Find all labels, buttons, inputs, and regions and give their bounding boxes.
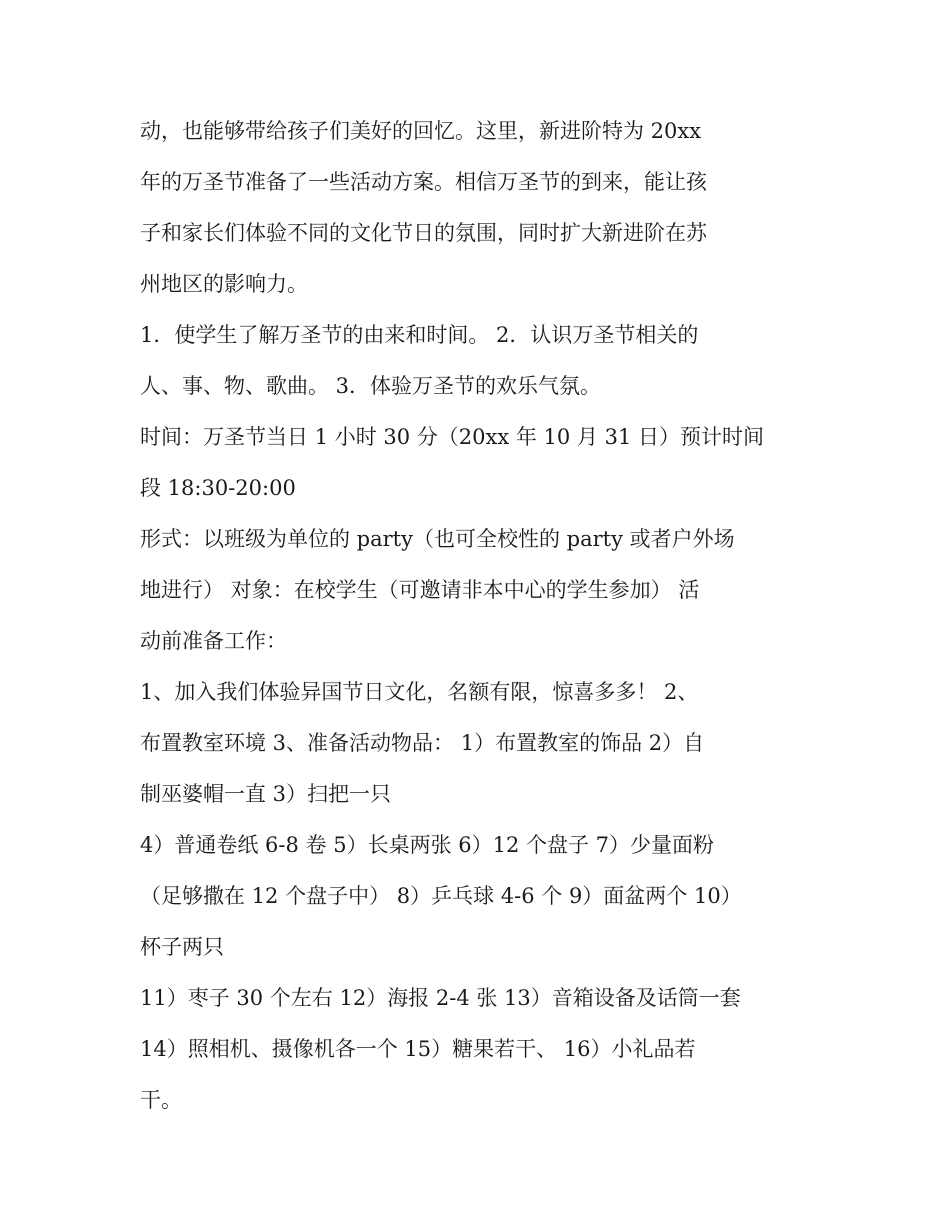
text-line: （足够撒在 12 个盘子中） 8）乒乓球 4-6 个 9）面盆两个 10） bbox=[140, 884, 742, 908]
text-line: 制巫婆帽一直 3）扫把一只 bbox=[140, 782, 392, 806]
text-line: 动前准备工作： bbox=[140, 629, 287, 653]
text-line: 动，也能够带给孩子们美好的回忆。这里，新进阶特为 20xx bbox=[140, 119, 702, 143]
text-line: 段 18:30-20:00 bbox=[140, 476, 296, 500]
text-line: 14）照相机、摄像机各一个 15）糖果若干、 16）小礼品若 bbox=[140, 1037, 696, 1061]
text-line: 子和家长们体验不同的文化节日的氛围，同时扩大新进阶在苏 bbox=[140, 221, 707, 245]
text-line: 1．使学生了解万圣节的由来和时间。 2．认识万圣节相关的 bbox=[140, 323, 699, 347]
text-line: 布置教室环境 3、准备活动物品： 1）布置教室的饰品 2）自 bbox=[140, 731, 705, 755]
text-line: 时间：万圣节当日 1 小时 30 分（20xx 年 10 月 31 日）预计时间 bbox=[140, 425, 765, 449]
text-line: 人、事、物、歌曲。 3．体验万圣节的欢乐气氛。 bbox=[140, 374, 602, 398]
text-line: 1、加入我们体验异国节日文化，名额有限，惊喜多多！ 2、 bbox=[140, 680, 699, 704]
text-line: 年的万圣节准备了一些活动方案。相信万圣节的到来，能让孩 bbox=[140, 170, 707, 194]
text-line: 11）枣子 30 个左右 12）海报 2-4 张 13）音箱设备及话筒一套 bbox=[140, 986, 741, 1010]
text-line: 4）普通卷纸 6-8 卷 5）长桌两张 6）12 个盘子 7）少量面粉 bbox=[140, 833, 715, 857]
text-line: 地进行） 对象：在校学生（可邀请非本中心的学生参加） 活 bbox=[140, 578, 700, 602]
text-line: 干。 bbox=[140, 1088, 182, 1112]
text-line: 形式：以班级为单位的 party（也可全校性的 party 或者户外场 bbox=[140, 527, 735, 551]
text-line: 州地区的影响力。 bbox=[140, 272, 308, 296]
text-line: 杯子两只 bbox=[140, 935, 224, 959]
document-body bbox=[140, 106, 830, 1126]
